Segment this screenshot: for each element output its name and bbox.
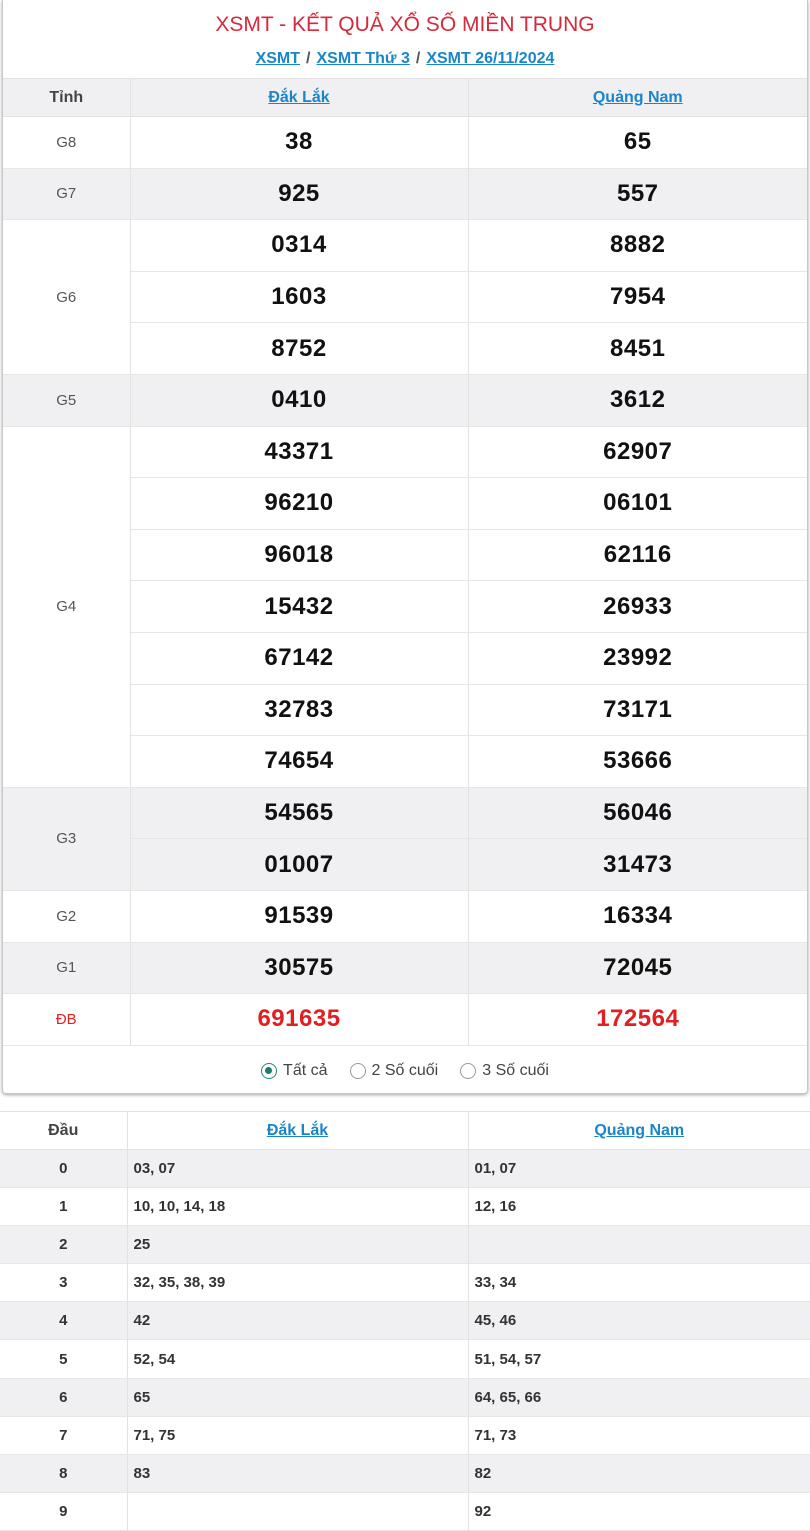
prize-number: 96018 xyxy=(130,529,468,581)
loto-row xyxy=(0,1378,810,1416)
loto-values: 01, 07 xyxy=(468,1150,810,1188)
prize-number: 557 xyxy=(468,168,807,220)
prize-number: 72045 xyxy=(468,942,807,994)
loto-row xyxy=(0,1302,810,1340)
loto-head-digit: 5 xyxy=(0,1340,127,1378)
prize-label: ĐB xyxy=(3,994,130,1046)
prize-number: 06101 xyxy=(468,478,807,530)
prize-number: 62116 xyxy=(468,529,807,581)
prize-number: 53666 xyxy=(468,736,807,788)
loto-values: 71, 73 xyxy=(468,1416,810,1454)
special-prize-number: 691635 xyxy=(130,994,468,1046)
prize-number: 65 xyxy=(468,117,807,169)
prize-number: 38 xyxy=(130,117,468,169)
loto-head-digit: 6 xyxy=(0,1378,127,1416)
loto-values: 33, 34 xyxy=(468,1264,810,1302)
prize-number: 32783 xyxy=(130,684,468,736)
loto-row xyxy=(0,1340,810,1378)
digit-filter xyxy=(3,1046,807,1094)
loto-head-digit: 4 xyxy=(0,1302,127,1340)
loto-values: 10, 10, 14, 18 xyxy=(127,1188,468,1226)
prize-label: G5 xyxy=(3,374,130,426)
province-link-dak-lak[interactable]: Đắk Lắk xyxy=(268,88,330,106)
loto-head-digit: 3 xyxy=(0,1264,127,1302)
prize-label: G2 xyxy=(3,890,130,942)
breadcrumb-date-link[interactable]: XSMT 26/11/2024 xyxy=(426,50,555,67)
loto-values: 45, 46 xyxy=(468,1302,810,1340)
prize-number: 925 xyxy=(130,168,468,220)
prize-number: 3612 xyxy=(468,374,807,426)
province-link-quang-nam[interactable]: Quảng Nam xyxy=(592,88,683,106)
prize-number: 74654 xyxy=(130,736,468,788)
prize-label: G7 xyxy=(3,168,130,220)
loto-row xyxy=(0,1416,810,1454)
prize-number: 8752 xyxy=(130,323,468,375)
filter-last-2-option[interactable] xyxy=(350,1062,439,1080)
results-header-row xyxy=(3,79,807,117)
loto-values: 12, 16 xyxy=(468,1188,810,1226)
prize-number: 91539 xyxy=(130,890,468,942)
filter-all-label: Tất cả xyxy=(283,1061,328,1079)
loto-values: 42 xyxy=(127,1302,468,1340)
prize-number: 67142 xyxy=(130,632,468,684)
prize-number: 15432 xyxy=(130,581,468,633)
breadcrumb xyxy=(3,49,807,78)
loto-head-digit: 2 xyxy=(0,1226,127,1264)
prize-number: 30575 xyxy=(130,942,468,994)
prize-number: 0410 xyxy=(130,374,468,426)
breadcrumb-separator: / xyxy=(306,50,311,67)
prize-row xyxy=(3,374,807,426)
prize-number: 7954 xyxy=(468,271,807,323)
loto-values: 51, 54, 57 xyxy=(468,1340,810,1378)
radio-unchecked-icon[interactable] xyxy=(350,1063,366,1079)
prize-label: G6 xyxy=(3,220,130,375)
prize-number: 23992 xyxy=(468,632,807,684)
loto-province-link-dak-lak[interactable]: Đắk Lắk xyxy=(266,1121,329,1139)
breadcrumb-weekday-link[interactable]: XSMT Thứ 3 xyxy=(316,50,410,67)
filter-all-option[interactable] xyxy=(261,1062,327,1080)
prize-number: 16334 xyxy=(468,890,807,942)
prize-number: 56046 xyxy=(468,787,807,839)
prize-number: 96210 xyxy=(130,478,468,530)
prize-number: 54565 xyxy=(130,787,468,839)
prize-number: 8882 xyxy=(468,220,807,272)
loto-values: 83 xyxy=(127,1454,468,1492)
results-body xyxy=(3,117,807,1046)
prize-number: 73171 xyxy=(468,684,807,736)
results-table xyxy=(3,78,807,1046)
prize-row xyxy=(3,220,807,272)
loto-head-digit: 0 xyxy=(0,1150,127,1188)
prize-row xyxy=(3,994,807,1046)
prize-row xyxy=(3,117,807,169)
province-column-header: Tỉnh xyxy=(3,79,130,117)
breadcrumb-xsmt-link[interactable]: XSMT xyxy=(255,50,301,67)
loto-row xyxy=(0,1226,810,1264)
prize-number: 62907 xyxy=(468,426,807,478)
prize-number: 01007 xyxy=(130,839,468,891)
prize-row xyxy=(3,787,807,839)
loto-head-digit: 9 xyxy=(0,1492,127,1530)
filter-last-3-label: 3 Số cuối xyxy=(482,1061,549,1079)
loto-head-digit: 8 xyxy=(0,1454,127,1492)
special-prize-number: 172564 xyxy=(468,994,807,1046)
loto-head-table xyxy=(0,1111,810,1531)
prize-label: G4 xyxy=(3,426,130,787)
head-column-header: Đầu xyxy=(0,1112,127,1150)
loto-row xyxy=(0,1454,810,1492)
prize-label: G3 xyxy=(3,787,130,890)
prize-row xyxy=(3,942,807,994)
prize-number: 0314 xyxy=(130,220,468,272)
prize-number: 43371 xyxy=(130,426,468,478)
loto-province-link-quang-nam[interactable]: Quảng Nam xyxy=(594,1121,685,1139)
loto-header-row xyxy=(0,1112,810,1150)
filter-last-3-option[interactable] xyxy=(460,1062,549,1080)
loto-values: 03, 07 xyxy=(127,1150,468,1188)
loto-head-digit: 7 xyxy=(0,1416,127,1454)
prize-number: 1603 xyxy=(130,271,468,323)
prize-number: 8451 xyxy=(468,323,807,375)
loto-values: 25 xyxy=(127,1226,468,1264)
loto-values: 32, 35, 38, 39 xyxy=(127,1264,468,1302)
loto-head-digit: 1 xyxy=(0,1188,127,1226)
prize-label: G8 xyxy=(3,117,130,169)
loto-body xyxy=(0,1150,810,1531)
prize-number: 31473 xyxy=(468,839,807,891)
loto-row xyxy=(0,1150,810,1188)
loto-values: 52, 54 xyxy=(127,1340,468,1378)
loto-values: 82 xyxy=(468,1454,810,1492)
loto-values: 64, 65, 66 xyxy=(468,1378,810,1416)
prize-row xyxy=(3,890,807,942)
loto-values xyxy=(127,1492,468,1530)
filter-last-2-label: 2 Số cuối xyxy=(371,1061,439,1079)
loto-values: 65 xyxy=(127,1378,468,1416)
results-card xyxy=(2,0,808,1094)
prize-label: G1 xyxy=(3,942,130,994)
breadcrumb-separator: / xyxy=(415,50,421,67)
loto-values xyxy=(468,1226,810,1264)
loto-row xyxy=(0,1264,810,1302)
prize-number: 26933 xyxy=(468,581,807,633)
loto-values: 92 xyxy=(468,1492,810,1530)
prize-row xyxy=(3,426,807,478)
page-title: XSMT - KẾT QUẢ XỔ SỐ MIỀN TRUNG xyxy=(215,13,595,36)
radio-unchecked-icon[interactable] xyxy=(460,1063,476,1079)
loto-row xyxy=(0,1188,810,1226)
prize-row xyxy=(3,168,807,220)
loto-row xyxy=(0,1492,810,1530)
loto-values: 71, 75 xyxy=(127,1416,468,1454)
radio-checked-icon[interactable] xyxy=(261,1063,277,1079)
